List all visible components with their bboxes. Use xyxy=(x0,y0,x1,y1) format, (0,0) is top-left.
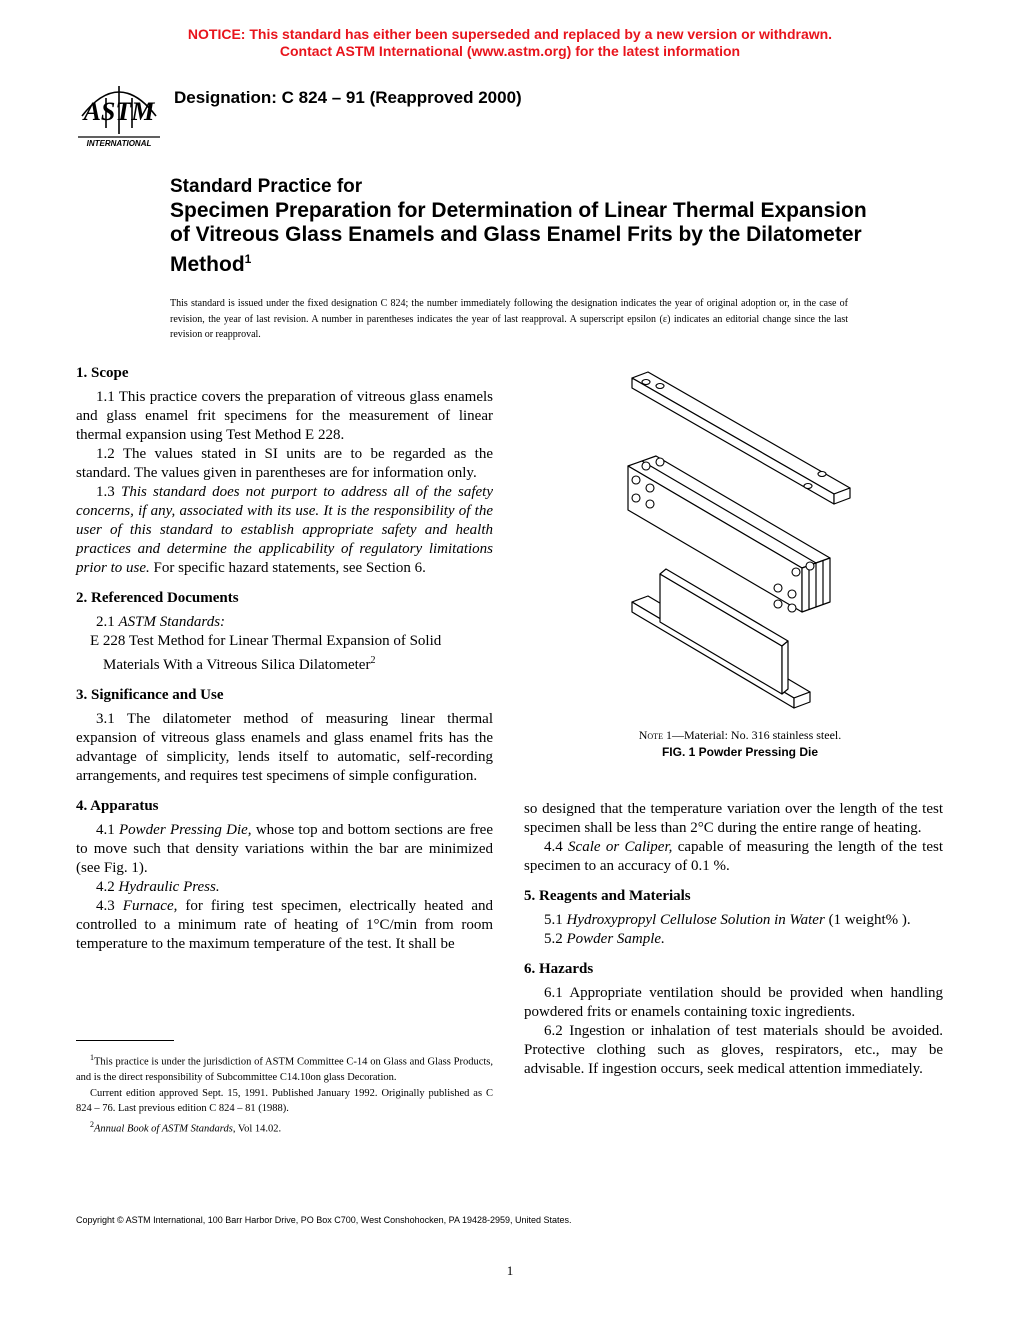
para-number: 1.3 xyxy=(96,484,115,500)
para-italic: Furnace, xyxy=(122,898,178,914)
para-4-3-continued: so designed that the temperature variation over the length of the test specimen shall be less than 2°C during the entire range of heating. xyxy=(524,801,943,836)
para-3-1: 3.1 The dilatometer method of measuring linear thermal expansion of vitreous glass enamels and glass enamel frits has the advantage of simplicity, lends itself to automatic, self-recording arrangements, and requires test specimens of simple configuration. xyxy=(76,711,493,784)
reference-footnote-mark: 2 xyxy=(370,655,376,666)
para-text: whose top and bottom sections are free to move such that density variations within the bar are minimized (see Fig. 1). xyxy=(76,822,493,876)
section-heading-scope: 1. Scope xyxy=(76,365,129,381)
para-1-2: 1.2 The values stated in SI units are to be regarded as the standard. The values given in parentheses are for information only. xyxy=(76,446,493,481)
para-italic: This standard does not purport to address all of the safety concerns, if any, associated with its use. It is the responsibility of the user of this standard to establish appropriate safety and health practices and determine the applicability of regulatory limitations prior to use. xyxy=(76,484,494,576)
logo-subtitle: INTERNATIONAL xyxy=(86,139,152,148)
para-5-2 xyxy=(524,930,943,949)
footnote-2 xyxy=(76,1117,493,1137)
para-text: (1 weight% ). xyxy=(828,912,911,928)
withdrawal-notice xyxy=(0,26,1020,60)
astm-logo xyxy=(74,76,164,150)
footnote-1-continued: Current edition approved Sept. 15, 1991. Published January 1992. Originally published as C 824 – 76. Last previous edition C 824 – 81 (1988). xyxy=(76,1087,493,1114)
para-1-3 xyxy=(76,483,493,578)
para-text: For specific hazard statements, see Section 6. xyxy=(153,560,426,576)
para-italic: Hydroxypropyl Cellulose Solution in Water xyxy=(566,912,825,928)
left-column xyxy=(76,364,493,954)
para-number: 4.3 xyxy=(96,898,115,914)
reference-entry-e228 xyxy=(76,632,493,675)
para-italic: Powder Sample. xyxy=(566,931,665,947)
right-column xyxy=(524,800,943,1079)
section-heading-significance: 3. Significance and Use xyxy=(76,687,224,703)
para-italic: Scale or Caliper, xyxy=(568,839,673,855)
para-number: 5.2 xyxy=(544,931,563,947)
title-lead: Standard Practice for xyxy=(170,176,363,197)
para-italic: ASTM Standards: xyxy=(118,614,226,630)
figure-caption: FIG. 1 Powder Pressing Die xyxy=(661,745,819,759)
para-4-4 xyxy=(524,838,943,876)
para-4-2 xyxy=(76,878,493,897)
para-text: for firing test specimen, electrically heated and controlled to a minimum rate of heating of 1°C/min from room temperature to the maximum temperature of the test. It shall be xyxy=(76,898,494,952)
para-2-1 xyxy=(76,613,493,632)
para-number: 4.2 xyxy=(96,879,115,895)
para-4-1 xyxy=(76,821,493,878)
section-heading-apparatus: 4. Apparatus xyxy=(76,798,159,814)
die-punch-end xyxy=(782,641,788,694)
para-6-2: 6.2 Ingestion or inhalation of test materials should be avoided. Protective clothing such as gloves, respirators, etc., may be advisable. If ingestion occurs, seek medical attention immediately. xyxy=(524,1023,943,1077)
powder-pressing-die-figure xyxy=(600,362,880,720)
footnote-text: This practice is under the jurisdiction of ASTM Committee C-14 on Glass and Glass Products, and is the direct responsibility of Subcommittee C14.10on glass Decoration. xyxy=(76,1056,493,1083)
footnote-italic: Annual Book of ASTM Standards xyxy=(94,1123,233,1134)
footnote-1 xyxy=(76,1050,493,1086)
logo-letters: ASTM xyxy=(83,97,155,126)
footnote-text: , Vol 14.02. xyxy=(232,1123,282,1134)
figure-note xyxy=(560,728,920,743)
para-1-1: 1.1 This practice covers the preparation of vitreous glass enamels and glass enamel frit specimens for the measurement of linear thermal expansion using Test Method E 228. xyxy=(76,389,493,443)
designation: Designation: C 824 – 91 (Reapproved 2000) xyxy=(174,88,522,107)
footnote-mark: 1 xyxy=(90,1053,94,1062)
section-heading-reagents: 5. Reagents and Materials xyxy=(524,888,691,904)
para-text: capable of measuring the length of the test specimen to an accuracy of 0.1 %. xyxy=(524,839,944,874)
para-number: 2.1 xyxy=(96,614,115,630)
para-5-1 xyxy=(524,911,943,930)
notice-line-2: Contact ASTM International (www.astm.org) for the latest information xyxy=(279,43,741,59)
para-number: 4.1 xyxy=(96,822,115,838)
para-number: 5.1 xyxy=(544,912,563,928)
footnote-mark: 2 xyxy=(90,1119,94,1129)
section-heading-hazards: 6. Hazards xyxy=(524,961,594,977)
issuance-note: This standard is issued under the fixed designation C 824; the number immediately following the designation indicates the year of original adoption or, in the case of revision, the year of last revision. A number in parentheses indicates the year of last reapproval. A superscript epsilon (ε) indicates an editorial change since the last revision or reapproval. xyxy=(170,298,848,340)
section-heading-refdocs: 2. Referenced Documents xyxy=(76,590,239,606)
footnotes xyxy=(76,1050,493,1137)
para-4-3 xyxy=(76,897,493,954)
notice-line-1: NOTICE: This standard has either been superseded and replaced by a new version or withdrawn. xyxy=(187,26,833,42)
copyright-line: Copyright © ASTM International, 100 Barr Harbor Drive, PO Box C700, West Conshohocken, PA 19428-2959, United States. xyxy=(76,1215,572,1225)
figure-note-text: 1—Material: No. 316 stainless steel. xyxy=(665,728,842,742)
document-title xyxy=(170,175,890,277)
para-italic: Hydraulic Press. xyxy=(118,879,220,895)
footnote-divider xyxy=(76,1040,174,1041)
para-6-1: 6.1 Appropriate ventilation should be provided when handling powdered frits or enamels containing toxic ingredients. xyxy=(524,985,943,1020)
para-number: 4.4 xyxy=(544,839,563,855)
para-italic: Powder Pressing Die, xyxy=(119,822,252,838)
figure-note-label: Note xyxy=(638,728,663,742)
page-number: 1 xyxy=(506,1263,514,1278)
title-footnote-mark: 1 xyxy=(244,252,252,266)
title-main: Specimen Preparation for Determination of Linear Thermal Expansion of Vitreous Glass Enamels and Glass Enamel Frits by the Dilatometer Method xyxy=(170,199,867,276)
reference-text: E 228 Test Method for Linear Thermal Expansion of Solid Materials With a Vitreous Silica Dilatometer xyxy=(90,633,442,673)
